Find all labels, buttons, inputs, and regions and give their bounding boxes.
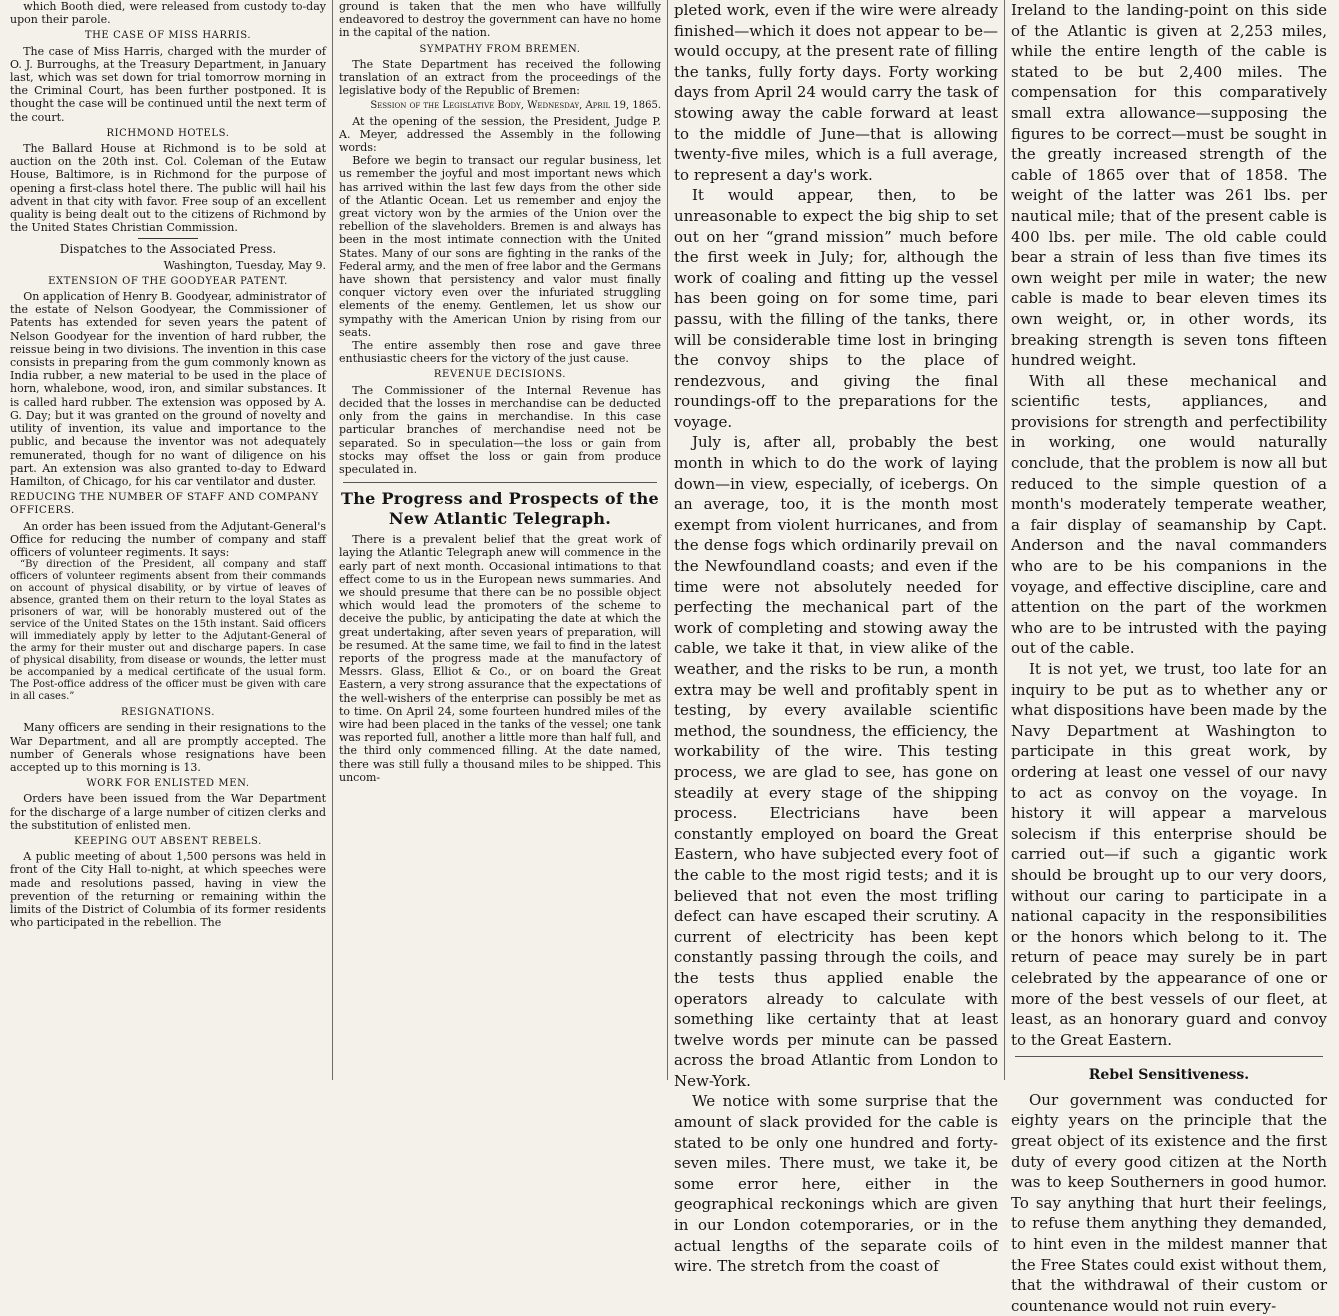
paragraph: On application of Henry B. Goodyear, administrator of the estate of Nelson Goodyear, the Commissioner of Patents has extended for seven years the patent of Nelson Goodyear for the invention of hard rubber, the reissue being in two divisions. The invention in this case consists in preparing from the gum commonly known as India rubber, a new material to be used in the place of horn, whalebone, wood, iron, and similar substances. It is called hard rubber. The extension was opposed by A. G. Day; but it was granted on the ground of novelty and utility of invention, its value and importance to the public, and because the inventor was not adequately remunerated, though for no want of diligence on his part. An extension was also granted to-day to Edward Hamilton, of Chicago, for his car ventilator and duster. [10,290,326,488]
divider-rule [343,482,657,483]
section-heading: RICHMOND HOTELS. [106,127,230,139]
article-title: Rebel Sensitiveness. [1088,1067,1250,1084]
paragraph: There is a prevalent belief that the great work of laying the Atlantic Telegraph anew will commence in the early part of next month. Occasional intimations to that effect come to us in the European news summaries. And we should presume that there can be no possible object which would lead the promoters of the scheme to deceive the public, by anticipating the date at which the great undertaking, after seven years of preparation, will be resumed. At the same time, we fail to find in the latest reports of the progress made at the manufactory of Messrs. Glass, Elliot & Co., or on board the Great Eastern, a very strong assurance that the expectations of the well-wishers of the enterprise can possibly be met as to time. On April 24, some fourteen hundred miles of the wire had been placed in the tanks of the vessel; one tank was reported full, another a little more than half full, and the third only commenced filling. At the date named, there was still fully a thousand miles to be shipped. This uncom- [339,533,661,784]
column-3 [668,0,1005,1276]
paragraph: Orders have been issued from the War Department for the discharge of a large number of citizen clerks and the substitution of enlisted men. [10,792,326,832]
paragraph: At the opening of the session, the President, Judge P. A. Meyer, addressed the Assembly in the following words: [339,114,661,155]
paragraph: The Ballard House at Richmond is to be sold at auction on the 20th inst. Col. Coleman of the Eutaw House, Baltimore, is in Richmond for the purpose of opening a first-class hotel there. The public will hail his advent in that city with favor. Free soup of an excellent quality is being dealt out to the citizens of Richmond by the United States Christian Commission. [10,142,326,235]
paragraph: which Booth died, were released from custody to-day upon their parole. [10,0,326,27]
dateline: Washington, Tuesday, May 9. [163,258,326,272]
paragraph: July is, after all, probably the best month in which to do the work of laying down—in view, especially, of icebergs. On an average, too, it is the month most exempt from violent hurricanes, and from the dense fogs which ordinarily prevail on the Newfoundland coasts; and even if the time were not absolutely needed for perfecting the mechanical part of the work of completing and stowing away the cable, we take it that, in view alike of the weather, and the risks to be run, a month extra may be well and profitably spent in testing, by every available scientific method, the soundness, the efficiency, the workability of the wire. This testing process, we are glad to see, has gone on steadily at every stage of the shipping process. Electricians have been constantly employed on board the Great Eastern, who have subjected every foot of the cable to the most rigid tests; and it is believed that not even the most trifling defect can have escaped their scrutiny. A current of electricity has been kept constantly passing through the coils, and the tests thus applied enable the operators already to calculate with something like certainty that at least twelve words per minute can be passed across the broad Atlantic from London to New-York. [674,433,998,1090]
paragraph: Many officers are sending in their resignations to the War Department, and all are promptly accepted. The number of Generals whose resignations have been accepted up to this morning is 13. [10,721,326,774]
section-heading: EXTENSION OF THE GOODYEAR PATENT. [48,275,288,287]
section-heading: SYMPATHY FROM BREMEN. [419,43,581,55]
paragraph: The entire assembly then rose and gave three enthusiastic cheers for the victory of the just cause. [339,339,661,366]
column-1 [4,0,333,1080]
column-4 [1005,0,1333,1315]
paragraph: The case of Miss Harris, charged with the murder of O. J. Burroughs, at the Treasury Department, in January last, which was set down for trial tomorrow morning in the Criminal Court, has been further postponed. It is thought the case will be continued until the next term of the court. [10,44,326,124]
article-title: The Progress and Prospects of the New Atlantic Telegraph. [340,489,659,529]
section-heading: REDUCING THE NUMBER OF STAFF AND COMPANY OFFICERS. [10,491,319,517]
paragraph: ground is taken that the men who have willfully endeavored to destroy the government can have no home in the capital of the nation. [339,0,661,40]
quoted-order: “By direction of the President, all company and staff officers of volunteer regiments absent from their commands on account of physical disability, or by virtue of leaves of absence, granted them on their return to the loyal States as prisoners of war, will be honorably mustered out of the service of the United States on the 15th instant. Said officers will immediately apply by letter to the Adjutant-General of the army for their muster out and discharge papers. In case of physical disability, from disease or wounds, the letter must be accompanied by a medical certificate of the usual form. The Post-office address of the officer must be given with care in all cases.” [10,559,326,703]
paragraph: It would appear, then, to be unreasonable to expect the big ship to set out on her “grand mission” much before the first week in July; for, although the work of coaling and fitting up the vessel has been going on for some time, pari passu, with the filling of the tanks, there will be considerable time lost in bringing the convoy ships to the place of rendezvous, and giving the final roundings-off to the preparations for the voyage. [674,186,998,431]
paragraph: Before we begin to transact our regular business, let us remember the joyful and most important news which has arrived within the last few days from the other side of the Atlantic Ocean. Let us remember and enjoy the great victory won by the armies of the Union over the rebellion of the slaveholders. Bremen is and always has been in the most intimate connection with the United States. Many of our sons are fighting in the ranks of the Federal army, and the men of free labor and the Germans have shown that persistency and valor must finally conquer victory even over the infuriated struggling elements of the enemy. Gentlemen, let us show our sympathy with the American Union by rising from our seats. [339,154,661,339]
paragraph: With all these mechanical and scientific tests, appliances, and provisions for strength and perfectibility in working, one would naturally conclude, that the problem is now all but reduced to the simple question of a month's moderately temperate weather, a fair display of seamanship by Capt. Anderson and the naval commanders who are to be his companions in the voyage, and effective discipline, care and attention on the part of the workmen who are to be intrusted with the paying out of the cable. [1011,371,1327,658]
section-heading: REVENUE DECISIONS. [433,369,567,381]
paragraph: pleted work, even if the wire were already finished—which it does not appear to be—would occupy, at the present rate of filling the tanks, fully forty days. Forty working days from April 24 would carry the task of stowing away the cable forward at least to the middle of June—that is allowing twenty-five miles, which is a full average, to represent a day's work. [674,1,998,184]
paragraph: It is not yet, we trust, too late for an inquiry to be put as to whether any or what dispositions have been made by the Navy Department at Washington to participate in this great work, by ordering at least one vessel of our navy to act as convoy on the voyage. In history it will appear a marvelous solecism if this enterprise should be carried out—if such a gigantic work should be brought up to our very doors, without our caring to participate in a national capacity in the responsibilities or the honors which belong to it. The return of peace may surely be in part celebrated by the appearance of one or more of the best vessels of our fleet, at least, as an honorary guard and convoy to the Great Eastern. [1011,660,1327,1049]
divider-rule [1015,1056,1323,1057]
section-heading: RESIGNATIONS. [120,707,216,719]
dispatch-heading: Dispatches to the Associated Press. [59,242,277,257]
section-heading: KEEPING OUT ABSENT REBELS. [74,835,262,847]
paragraph: The State Department has received the following translation of an extract from the proceedings of the legislative body of the Republic of Bremen: [339,57,661,98]
section-heading: WORK FOR ENLISTED MEN. [86,778,250,790]
paragraph: Ireland to the landing-point on this side of the Atlantic is given at 2,253 miles, while the entire length of the cable is stated to be but 2,400 miles. The compensation for this comparatively small extra allowance—supposing the figures to be correct—must be sought in the greatly increased strength of the cable of 1865 over that of 1858. The weight of the latter was 261 lbs. per nautical mile; that of the present cable is 400 lbs. per mile. The old cable could bear a strain of less than five times its own weight per mile in water; the new cable is made to bear eleven times its own weight, or, in other words, its breaking strength is seven tons fifteen hundred weight. [1011,1,1327,370]
paragraph: A public meeting of about 1,500 persons was held in front of the City Hall to-night, at which speeches were made and resolutions passed, having in view the prevention of the returning or remaining within the limits of the District of Columbia of its former residents who participated in the rebellion. The [10,850,326,930]
paragraph: Our government was conducted for eighty years on the principle that the great object of its existence and the first duty of every good citizen at the North was to keep Southerners in good humor. To say anything that hurt their feelings, to refuse them anything they demanded, to hint even in the mildest manner that the Free States could exist without them, that the withdrawal of their custom or countenance would not ruin every- [1011,1090,1327,1315]
paragraph: We notice with some surprise that the amount of slack provided for the cable is stated to be only one hundred and forty-seven miles. There must, we take it, be some error here, either in the geographical reckonings which are given in our London cotemporaries, or in the actual lengths of the separate coils of wire. The stretch from the coast of [674,1092,998,1276]
session-line: Session of the Legislative Body, Wednesday, April 19, 1865. [370,100,661,112]
divider-rule [138,238,198,239]
paragraph: An order has been issued from the Adjutant-General's Office for reducing the number of company and staff officers of volunteer regiments. It says: [10,519,326,559]
paragraph: The Commissioner of the Internal Revenue has decided that the losses in merchandise can be deducted only from the gains in merchandise. In this case particular branches of merchandise need not be separated. So in speculation—the loss or gain from stocks may offset the loss or gain from produce speculated in. [339,383,661,476]
section-heading: THE CASE OF MISS HARRIS. [84,30,252,42]
column-2 [333,0,668,1080]
